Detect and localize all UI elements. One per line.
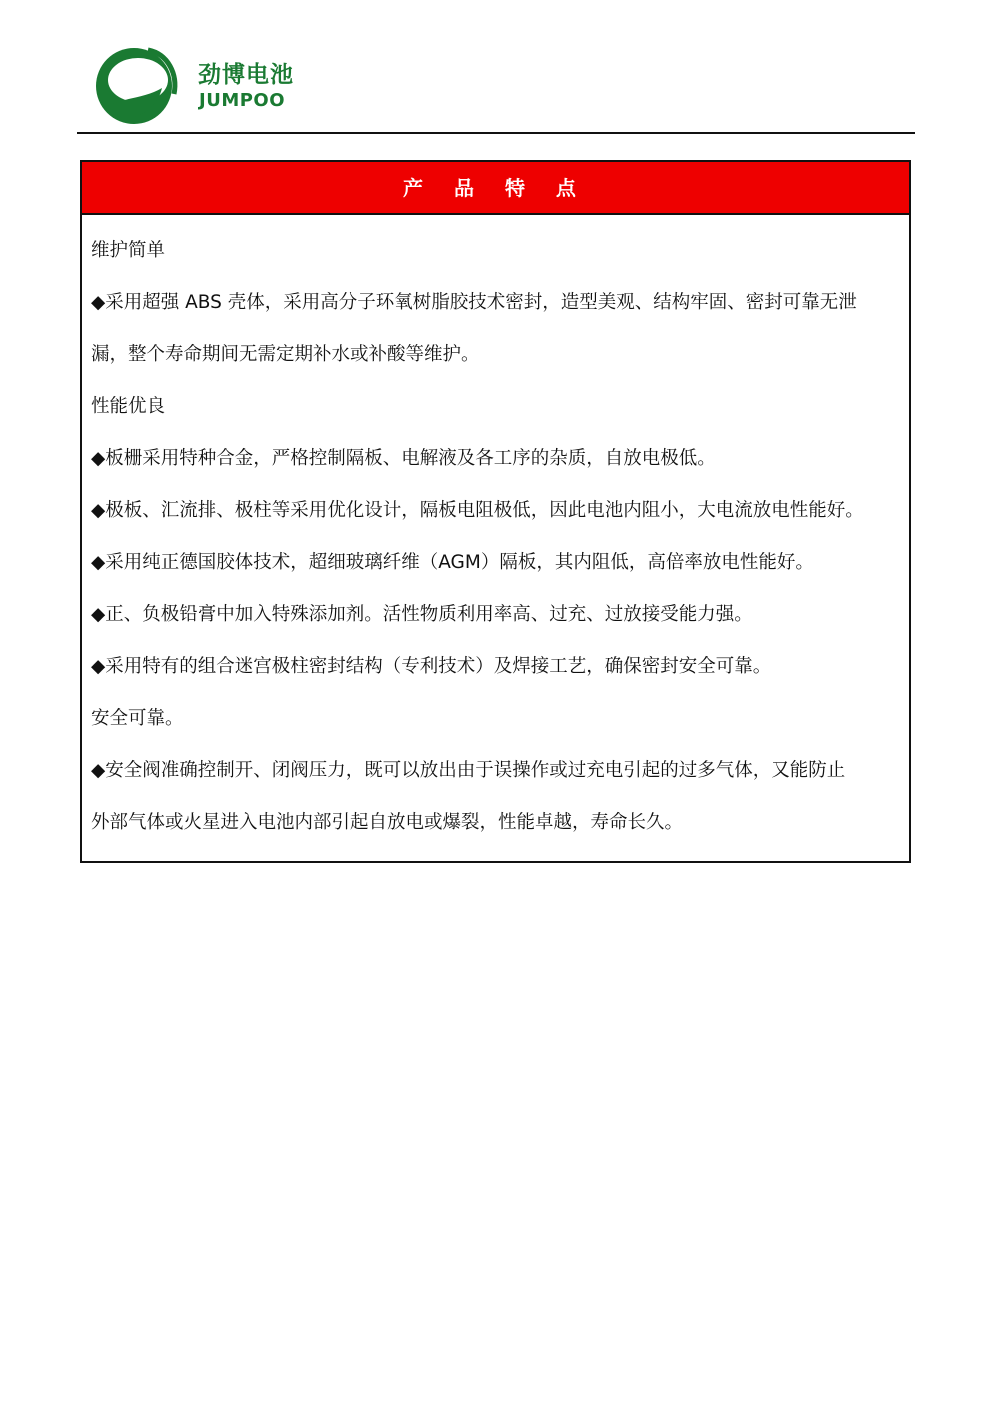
product-features-title: 产 品 特 点 (82, 162, 909, 215)
feature-line: 外部气体或火星进入电池内部引起自放电或爆裂，性能卓越，寿命长久。 (91, 812, 684, 833)
brand-name-cn: 劲博电池 (198, 62, 294, 88)
feature-line: ◆安全阀准确控制开、闭阀压力，既可以放出由于误操作或过充电引起的过多气体，又能防止 (91, 760, 846, 781)
section-heading-maintenance: 维护简单 (91, 240, 166, 261)
feature-line: ◆采用超强 ABS 壳体，采用高分子环氧树脂胶技术密封，造型美观、结构牢固、密封可靠无泄 (91, 292, 857, 313)
feature-line: ◆采用纯正德国胶体技术，超细玻璃纤维（AGM）隔板，其内阻低，高倍率放电性能好。 (91, 552, 814, 573)
brand-name-en: JUMPOO (199, 90, 286, 111)
section-heading-performance: 性能优良 (91, 396, 166, 417)
feature-line: 漏，整个寿命期间无需定期补水或补酸等维护。 (91, 344, 480, 365)
feature-line: ◆板栅采用特种合金，严格控制隔板、电解液及各工序的杂质，自放电极低。 (91, 448, 716, 469)
feature-line: ◆极板、汇流排、极柱等采用优化设计，隔板电阻极低，因此电池内阻小，大电流放电性能好。 (91, 500, 864, 521)
feature-line: ◆采用特有的组合迷宫极柱密封结构（专利技术）及焊接工艺，确保密封安全可靠。 (91, 656, 772, 677)
feature-line: ◆正、负极铅膏中加入特殊添加剂。活性物质利用率高、过充、过放接受能力强。 (91, 604, 753, 625)
header (78, 36, 914, 132)
product-features-content (82, 215, 909, 849)
section-heading-safety: 安全可靠。 (91, 708, 184, 729)
product-features-box (80, 160, 911, 863)
jumpoo-logo-icon (88, 40, 180, 128)
header-divider (77, 132, 915, 134)
